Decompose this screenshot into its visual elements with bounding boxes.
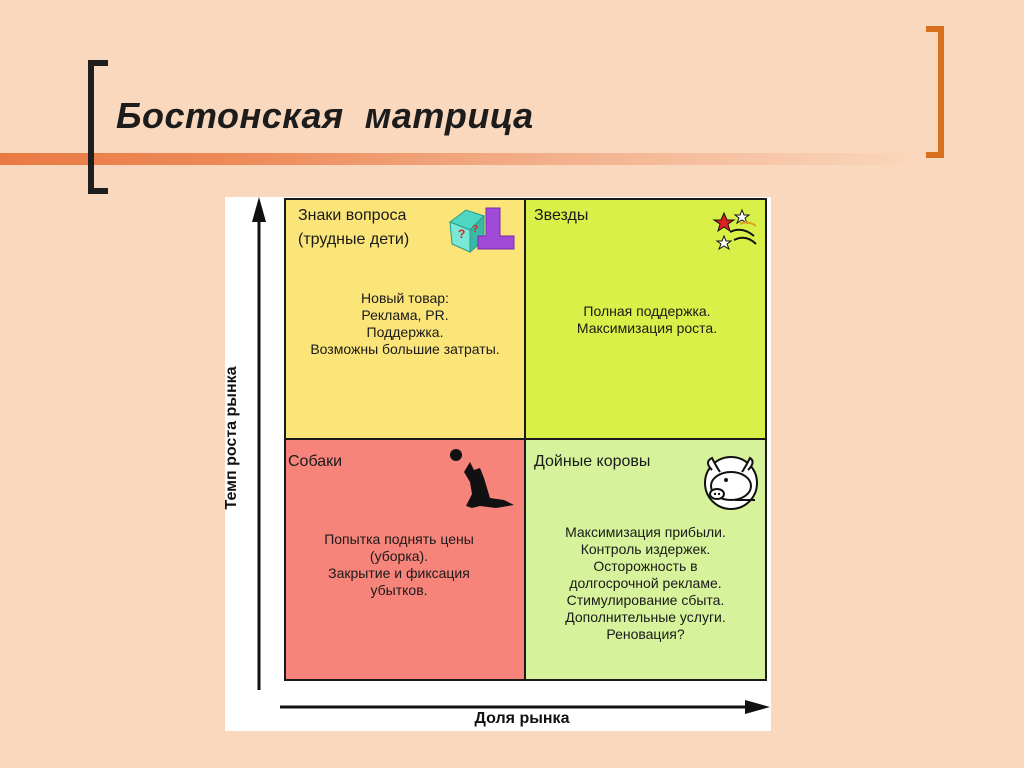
cow-icon <box>705 457 757 509</box>
svg-text:?: ? <box>458 227 466 241</box>
text-line: Поддержка. <box>366 324 444 340</box>
y-axis-arrow <box>252 197 266 690</box>
x-axis-label: Доля рынка <box>474 710 570 727</box>
slide-title: Бостонская матрица <box>116 95 534 136</box>
text-line: Попытка поднять цены <box>324 531 474 547</box>
stars-icon <box>714 210 756 249</box>
text-line: Стимулирование сбыта. <box>566 592 725 608</box>
text-line: Возможны большие затраты. <box>310 341 500 357</box>
dice-question-icon <box>450 208 514 252</box>
text-line: Максимизация прибыли. <box>565 524 726 540</box>
text-line: Дополнительные услуги. <box>565 609 726 625</box>
text-line: убытков. <box>370 582 428 598</box>
text-line: Осторожность в <box>593 558 698 574</box>
howling-dog-icon <box>450 449 514 508</box>
cash-cows-title-line: Дойные коровы <box>534 453 651 470</box>
y-axis-label: Темп роста рынка <box>223 366 240 510</box>
text-line: Реклама, PR. <box>361 307 449 323</box>
text-line: Реновация? <box>606 626 685 642</box>
svg-text:?: ? <box>472 224 479 235</box>
question-marks-subtitle-line: (трудные дети) <box>298 231 410 248</box>
dogs-title-line: Собаки <box>288 453 343 470</box>
text-line: Полная поддержка. <box>583 303 711 319</box>
text-line: Новый товар: <box>361 290 449 306</box>
text-line: (уборка). <box>369 548 429 564</box>
text-line: Контроль издержек. <box>580 541 711 557</box>
question-marks-title-line: Знаки вопроса <box>298 207 407 224</box>
text-line: Закрытие и фиксация <box>328 565 470 581</box>
text-line: Максимизация роста. <box>576 320 718 336</box>
text-line: долгосрочной рекламе. <box>569 575 722 591</box>
stars-title-line: Звезды <box>534 207 589 224</box>
